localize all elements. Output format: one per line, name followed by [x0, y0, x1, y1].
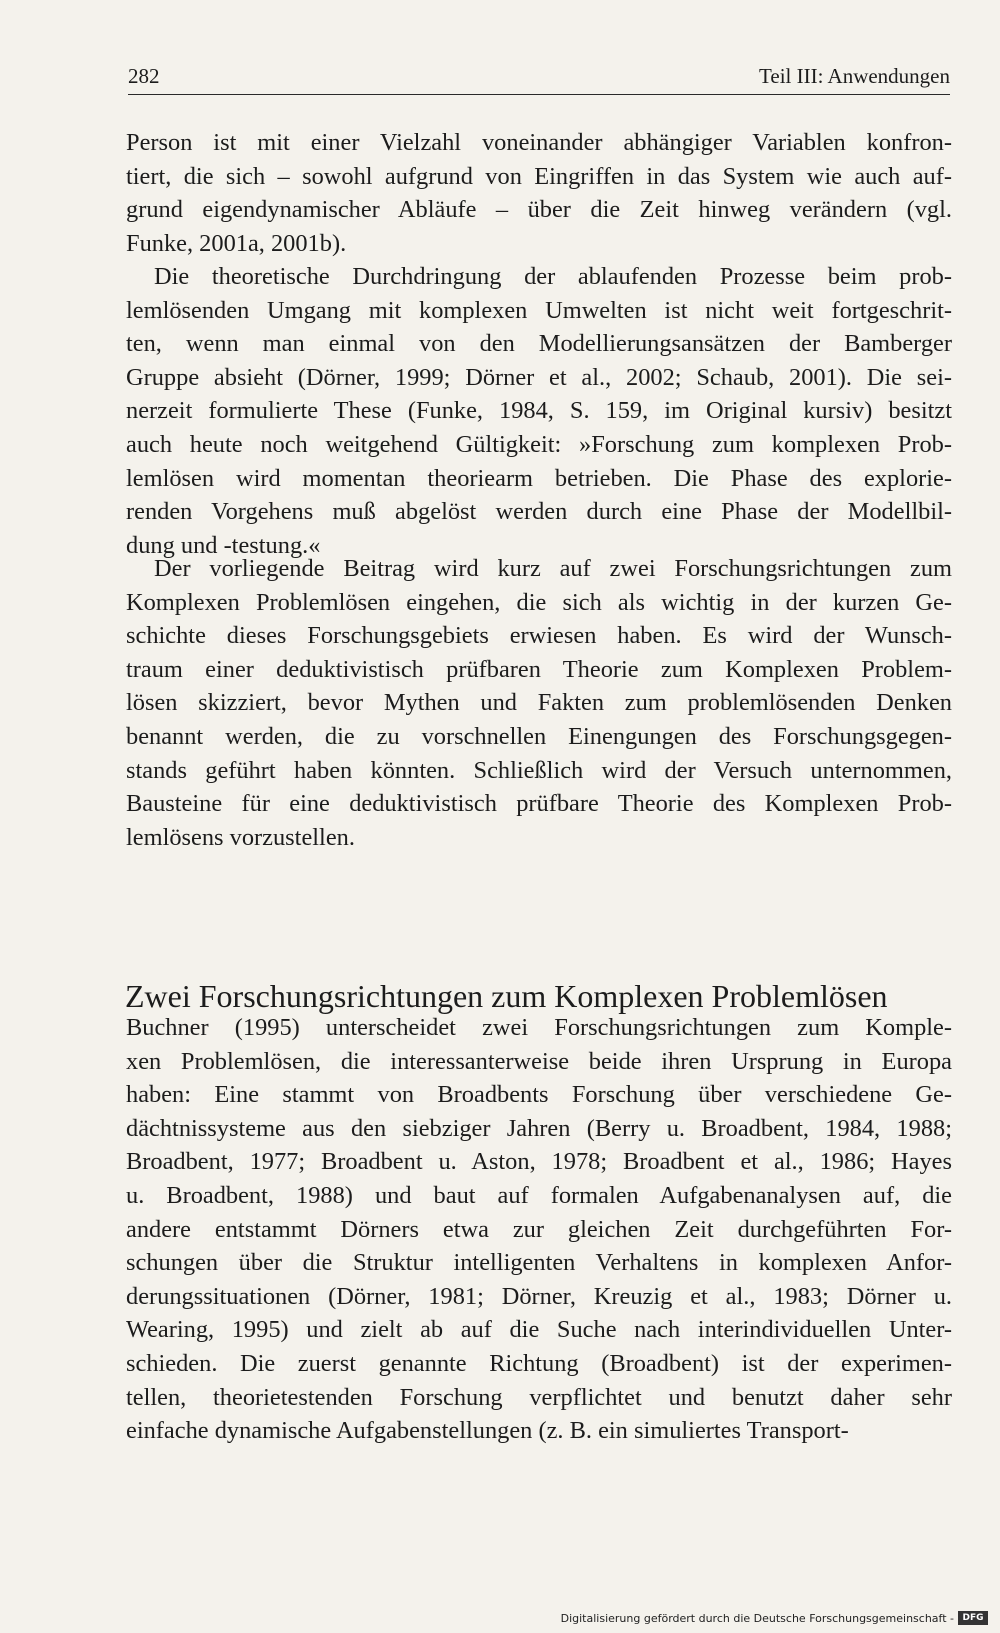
- text-line: Komplexen Problemlösen eingehen, die sich als wichtig in der kurzen Ge-: [126, 588, 952, 616]
- text-line: Person ist mit einer Vielzahl voneinander abhängiger Variablen konfron-: [126, 129, 952, 156]
- text-line: Gruppe absieht (Dörner, 1999; Dörner et al., 2002; Schaub, 2001). Die sei-: [126, 363, 952, 391]
- text-line: dächtnissysteme aus den siebziger Jahren (Berry u. Broadbent, 1984, 1988;: [126, 1114, 952, 1142]
- digitization-footer: [561, 1611, 988, 1625]
- text-line: schichte dieses Forschungsgebiets erwiesen haben. Es wird der Wunsch-: [126, 622, 952, 650]
- text-line: lemlösenden Umgang mit komplexen Umwelten ist nicht weit fortgeschrit-: [126, 296, 952, 324]
- text-line: Funke, 2001a, 2001b).: [126, 229, 347, 257]
- paragraph-continuation: [126, 126, 952, 260]
- paragraph-contribution: [126, 552, 952, 854]
- text-line: traum einer deduktivistisch prüfbaren Theorie zum Komplexen Problem-: [126, 655, 952, 683]
- text-line: nerzeit formulierte These (Funke, 1984, S. 159, im Original kursiv) besitzt: [126, 397, 952, 425]
- text-line: stands geführt haben könnten. Schließlich wird der Versuch unternommen,: [126, 756, 952, 784]
- text-line: dung und -testung.«: [126, 531, 321, 559]
- text-line: lemlösens vorzustellen.: [126, 823, 355, 851]
- text-line: einfache dynamische Aufgabenstellungen (z. B. ein simuliertes Transport-: [126, 1417, 849, 1445]
- text-line: andere entstammt Dörners etwa zur gleichen Zeit durchgeführten For-: [126, 1215, 952, 1243]
- text-line: u. Broadbent, 1988) und baut auf formalen Aufgabenanalysen auf, die: [126, 1181, 952, 1209]
- text-line: Der vorliegende Beitrag wird kurz auf zwei Forschungsrichtungen zum: [154, 555, 952, 582]
- text-line: tiert, die sich – sowohl aufgrund von Eingriffen in das System wie auch auf-: [126, 162, 952, 190]
- text-line: renden Vorgehens muß abgelöst werden durch eine Phase der Modellbil-: [126, 498, 952, 526]
- text-line: ten, wenn man einmal von den Modellierungsansätzen der Bamberger: [126, 330, 952, 358]
- text-line: derungssituationen (Dörner, 1981; Dörner, Kreuzig et al., 1983; Dörner u.: [126, 1282, 952, 1310]
- paragraph-buchner: [126, 1011, 952, 1448]
- running-title: Teil III: Anwendungen: [759, 64, 950, 88]
- text-line: schieden. Die zuerst genannte Richtung (Broadbent) ist der experimen-: [126, 1349, 952, 1377]
- text-line: Bausteine für eine deduktivistisch prüfbare Theorie des Komplexen Prob-: [126, 790, 952, 818]
- footer-text: Digitalisierung gefördert durch die Deutsche Forschungsgemeinschaft -: [560, 1611, 954, 1625]
- text-line: Die theoretische Durchdringung der ablaufenden Prozesse beim prob-: [154, 263, 952, 290]
- section-heading: Zwei Forschungsrichtungen zum Komplexen Problemlösen: [125, 978, 888, 1014]
- text-line: Wearing, 1995) und zielt ab auf die Suche nach interindividuellen Unter-: [126, 1316, 952, 1344]
- page-header: [128, 58, 950, 95]
- page-number: 282: [128, 64, 160, 88]
- text-line: grund eigendynamischer Abläufe – über die Zeit hinweg verändern (vgl.: [126, 196, 952, 224]
- text-line: benannt werden, die zu vorschnellen Einengungen des Forschungsgegen-: [126, 722, 952, 750]
- text-line: haben: Eine stammt von Broadbents Forschung über verschiedene Ge-: [126, 1081, 952, 1109]
- text-line: lemlösen wird momentan theoriearm betrieben. Die Phase des explorie-: [126, 464, 952, 492]
- text-line: xen Problemlösen, die interessanterweise beide ihren Ursprung in Europa: [126, 1047, 952, 1075]
- dfg-logo: DFG: [958, 1611, 988, 1625]
- text-line: tellen, theorietestenden Forschung verpflichtet und benutzt daher sehr: [126, 1383, 952, 1411]
- text-line: Broadbent, 1977; Broadbent u. Aston, 1978; Broadbent et al., 1986; Hayes: [126, 1148, 952, 1176]
- text-line: auch heute noch weitgehend Gültigkeit: »Forschung zum komplexen Prob-: [126, 430, 952, 458]
- paragraph-theory: [126, 260, 952, 562]
- text-line: Buchner (1995) unterscheidet zwei Forschungsrichtungen zum Komple-: [126, 1014, 952, 1041]
- text-line: schungen über die Struktur intelligenten Verhaltens in komplexen Anfor-: [126, 1249, 952, 1277]
- text-line: lösen skizziert, bevor Mythen und Fakten zum problemlösenden Denken: [126, 689, 952, 717]
